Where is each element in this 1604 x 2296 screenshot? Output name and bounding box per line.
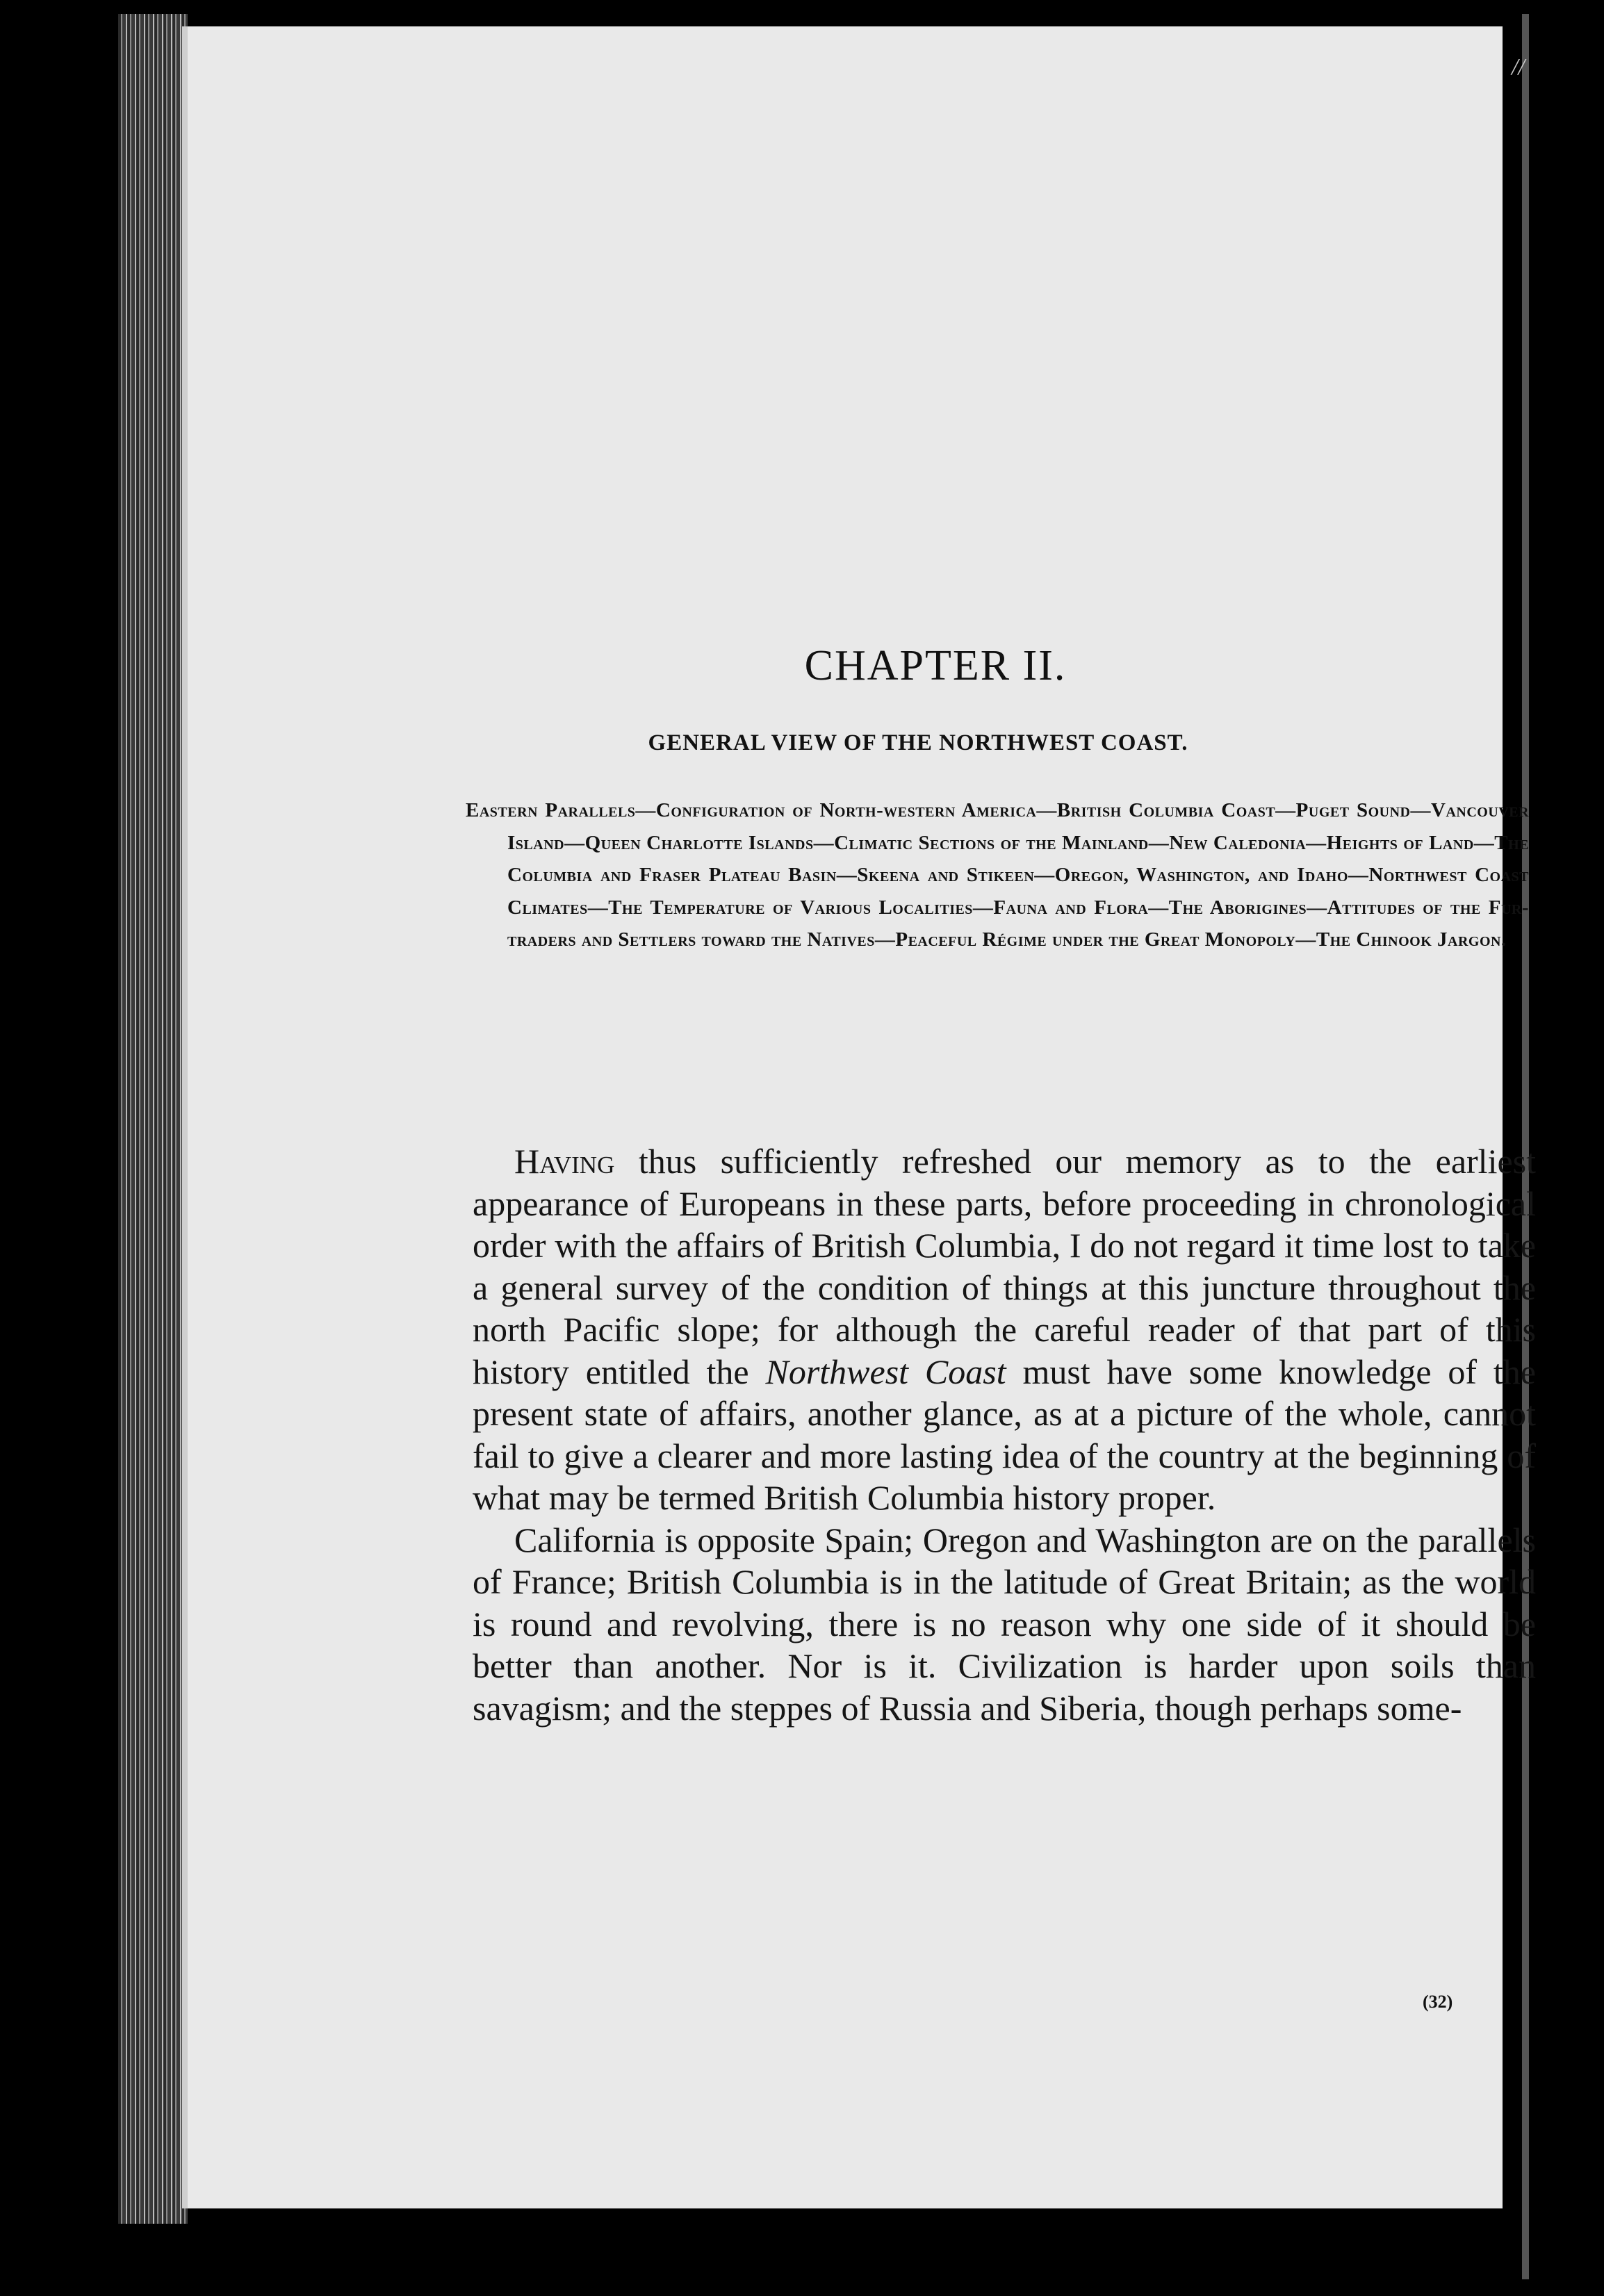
page-number: (32) bbox=[1423, 1992, 1453, 2012]
pencil-mark: // bbox=[1512, 54, 1525, 80]
body-text bbox=[473, 1140, 1536, 1729]
paragraph-1-part-2: must have some knowledge of the present state of affairs, another glance, as at a picture of the whole, cannot fail to give a clearer and more lasting idea of the country at the beginning of what may be termed British Columbia history proper. bbox=[473, 1352, 1536, 1517]
paragraph-1-part-1: thus sufficiently refreshed our memory as to the earliest appearance of Europeans in these parts, before proceeding in chronological order with the affairs of British Columbia, I do not regard it time lost to take a general survey of the condition of things at this juncture throughout the north Pacific slope; for although the careful reader of that part of this history entitled the bbox=[473, 1142, 1536, 1391]
paragraph-1 bbox=[473, 1140, 1536, 1519]
paragraph-1-italic: Northwest Coast bbox=[765, 1352, 1006, 1391]
paragraph-lead: Having bbox=[514, 1142, 615, 1181]
chapter-title: CHAPTER II. bbox=[804, 642, 1067, 689]
book-page-edges bbox=[118, 14, 188, 2224]
chapter-synopsis: Eastern Parallels—Configuration of North-western America—British Columbia Coast—Puget Sound—Vancouver Island—Queen Charlotte Islands—Climatic Sections of the Mainland—New Caledonia—Heights of Land—The Columbia and Fraser Plateau Basin—Skeena and Stikeen—Oregon, Washington, and Idaho—Northwest Coast Climates—The Temperature of Various Localities—Fauna and Flora—The Aborigines—Attitudes of the Fur-traders and Settlers toward the Natives—Peaceful Régime under the Great Monopoly—The Chinook Jargon. bbox=[466, 799, 1529, 951]
chapter-subtitle: GENERAL VIEW OF THE NORTHWEST COAST. bbox=[648, 730, 1188, 755]
paragraph-2: California is opposite Spain; Oregon and Washington are on the parallels of France; British Columbia is in the latitude of Great Britain; as the world is round and revolving, there is no reason why one side of it should be better than another. Nor is it. Civilization is harder upon soils than savagism; and the steppes of Russia and Siberia, though perhaps some- bbox=[473, 1520, 1536, 1728]
book-page bbox=[182, 26, 1536, 2208]
